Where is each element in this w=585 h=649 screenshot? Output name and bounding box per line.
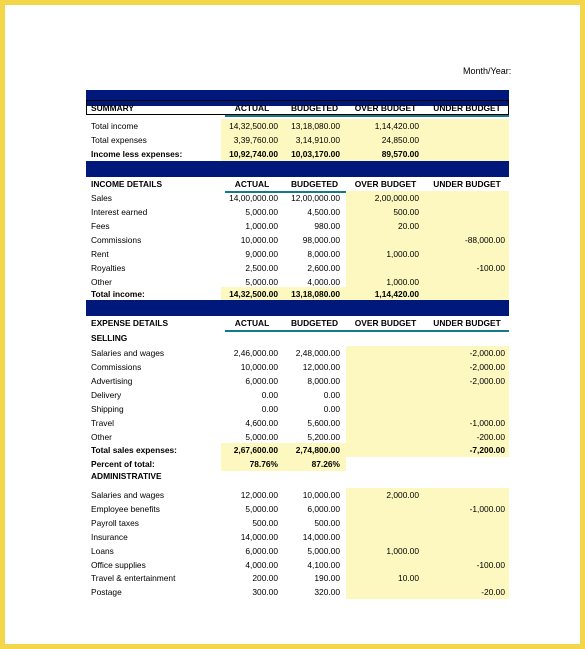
expense-header-row [86,316,509,330]
cell-label: Total expenses [91,135,147,145]
table-row [86,388,509,402]
col-budgeted-header: BUDGETED [291,103,338,113]
table-row [86,205,509,219]
summary-header-row [86,101,509,115]
selling-total-row [86,443,509,457]
cell-actual: 9,000.00 [245,249,278,259]
table-row [86,544,509,558]
cell-label: Total income [91,121,139,131]
cell-label: Total sales expenses: [91,445,177,455]
cell-label: Total income: [91,289,145,299]
col-actual-header: ACTUAL [234,179,270,189]
cell-under [425,402,509,416]
watermark [45,601,47,610]
cell-over: 1,14,420.00 [346,119,425,133]
cell-label: Travel [91,418,114,428]
cell-label: Employee benefits [91,503,160,514]
table-row [86,261,509,275]
cell-budgeted: 8,000.00 [307,249,340,259]
cell-budgeted: 0.00 [323,390,340,400]
cell-under [425,205,509,219]
cell-actual: 6,000.00 [245,545,278,556]
cell-actual: 12,000.00 [240,490,278,500]
cell-budgeted: 13,18,080.00 [283,287,346,301]
cell-label: Delivery [91,390,122,400]
income-header-row [86,177,509,191]
cell-label: Shipping [91,404,124,414]
cell-label: Loans [91,545,114,556]
cell-actual: 10,000.00 [240,362,278,372]
expense-header-rule [225,330,509,332]
cell-under: -200.00 [425,430,509,444]
cell-over [346,360,425,374]
cell-label: Sales [91,193,112,203]
cell-actual: 14,32,500.00 [221,287,283,301]
table-row [86,530,509,544]
table-row [86,430,509,444]
cell-over: 20.00 [346,219,425,233]
table-row [86,374,509,388]
budget-sheet [5,5,580,644]
cell-actual: 500.00 [252,517,278,528]
table-row [86,219,509,233]
table-row [86,360,509,374]
cell-budgeted: 13,18,080.00 [283,119,346,133]
cell-over: 2,000.00 [346,488,425,502]
cell-budgeted: 3,14,910.00 [283,133,346,147]
cell-under [425,488,509,502]
cell-budgeted: 500.00 [314,517,340,528]
col-under-header: UNDER BUDGET [433,103,501,113]
cell-under [425,571,509,585]
expense-band [86,300,509,316]
table-row [86,502,509,516]
cell-label: Income less expenses: [91,149,183,159]
cell-over: 1,000.00 [346,247,425,261]
cell-budgeted: 12,00,000.00 [291,193,340,203]
cell-under: -2,000.00 [425,360,509,374]
col-actual-header: ACTUAL [234,318,270,328]
col-over-header: OVER BUDGET [354,179,417,189]
cell-actual: 10,000.00 [240,235,278,245]
cell-over [346,261,425,275]
cell-under: -2,000.00 [425,374,509,388]
table-row [86,402,509,416]
cell-label: Travel & entertainment [91,573,176,584]
cell-budgeted: 10,000.00 [302,490,340,500]
cell-under [425,544,509,558]
cell-label: Other [91,277,112,287]
cell-actual: 2,67,600.00 [221,443,283,457]
table-row [86,585,509,599]
cell-actual: 5,000.00 [245,277,278,287]
cell-label: Commissions [91,235,142,245]
table-row [86,346,509,360]
administrative-subheading: ADMINISTRATIVE [91,471,162,481]
cell-actual: 14,00,000.00 [229,193,278,203]
col-budgeted-header: BUDGETED [291,318,338,328]
cell-over [346,233,425,247]
cell-budgeted: 6,000.00 [307,503,340,514]
cell-over: 24,850.00 [346,133,425,147]
cell-under: -1,000.00 [425,416,509,430]
income-total-row [86,287,509,301]
cell-budgeted: 2,48,000.00 [295,348,340,358]
cell-under: -2,000.00 [425,346,509,360]
cell-budgeted: 2,600.00 [307,263,340,273]
cell-under: -100.00 [425,261,509,275]
cell-over [346,502,425,516]
expense-title: EXPENSE DETAILS [91,318,169,328]
table-row [86,133,509,147]
cell-actual: 14,000.00 [240,531,278,542]
cell-budgeted: 4,500.00 [307,207,340,217]
cell-budgeted: 980.00 [314,221,340,231]
summary-header-rule [225,115,509,117]
cell-actual: 14,32,500.00 [221,119,283,133]
col-over-header: OVER BUDGET [354,103,417,113]
cell-budgeted: 0.00 [323,404,340,414]
col-over-header: OVER BUDGET [354,318,417,328]
cell-actual: 6,000.00 [245,376,278,386]
cell-under [425,219,509,233]
cell-over [346,346,425,360]
cell-actual: 5,000.00 [245,207,278,217]
cell-over: 2,00,000.00 [346,191,425,205]
cell-actual: 1,000.00 [245,221,278,231]
table-row [86,571,509,585]
selling-subheading: SELLING [91,333,128,343]
col-actual-header: ACTUAL [234,103,270,113]
cell-label: Insurance [91,531,128,542]
col-under-header: UNDER BUDGET [433,179,501,189]
cell-actual: 78.76% [221,457,283,471]
cell-actual: 2,46,000.00 [233,348,278,358]
income-title: INCOME DETAILS [91,179,163,189]
cell-over [346,430,425,444]
cell-budgeted: 12,000.00 [302,362,340,372]
cell-actual: 5,000.00 [245,432,278,442]
cell-label: Rent [91,249,109,259]
table-row [86,416,509,430]
cell-actual: 10,92,740.00 [221,147,283,161]
cell-over: 10.00 [346,571,425,585]
cell-over [346,443,425,457]
cell-under [425,388,509,402]
cell-actual: 200.00 [252,573,278,584]
cell-under [425,530,509,544]
cell-label: Salaries and wages [91,348,165,358]
cell-label: Advertising [91,376,133,386]
month-year-label: Month/Year: [463,66,512,76]
cell-budgeted: 98,000.00 [302,235,340,245]
cell-over: 500.00 [346,205,425,219]
cell-over [346,558,425,572]
cell-actual: 2,500.00 [245,263,278,273]
col-budgeted-header: BUDGETED [291,179,338,189]
cell-over: 1,000.00 [346,544,425,558]
cell-label: Fees [91,221,110,231]
cell-over [346,388,425,402]
cell-under [425,287,509,301]
cell-actual: 3,39,760.00 [221,133,283,147]
col-under-header: UNDER BUDGET [433,318,501,328]
table-row [86,558,509,572]
cell-label: Office supplies [91,559,146,570]
cell-over [346,374,425,388]
cell-over [346,530,425,544]
cell-budgeted: 5,200.00 [307,432,340,442]
cell-label: Postage [91,587,122,598]
cell-under: -7,200.00 [425,443,509,457]
cell-actual: 300.00 [252,587,278,598]
cell-label: Interest earned [91,207,148,217]
income-band [86,161,509,177]
cell-label: Commissions [91,362,142,372]
cell-under: -88,000.00 [425,233,509,247]
cell-under [425,119,509,133]
table-row [86,488,509,502]
cell-label: Payroll taxes [91,517,139,528]
cell-under: -1,000.00 [425,502,509,516]
cell-actual: 5,000.00 [245,503,278,514]
cell-label: Percent of total: [91,459,155,469]
cell-actual: 0.00 [261,390,278,400]
cell-budgeted: 5,000.00 [307,545,340,556]
cell-actual: 0.00 [261,404,278,414]
cell-budgeted: 2,74,800.00 [283,443,346,457]
cell-actual: 4,000.00 [245,559,278,570]
cell-over [346,516,425,530]
table-row [86,191,509,205]
cell-under [425,516,509,530]
cell-over [346,416,425,430]
cell-over: 1,000.00 [346,275,425,289]
table-row [86,233,509,247]
cell-budgeted: 5,600.00 [307,418,340,428]
cell-under [425,191,509,205]
cell-under [425,133,509,147]
summary-title: SUMMARY [91,103,134,113]
cell-budgeted: 320.00 [314,587,340,598]
cell-budgeted: 8,000.00 [307,376,340,386]
table-row [86,119,509,133]
cell-budgeted: 190.00 [314,573,340,584]
cell-under [425,247,509,261]
table-row [86,247,509,261]
cell-label: Salaries and wages [91,490,165,500]
cell-budgeted: 4,100.00 [307,559,340,570]
cell-budgeted: 14,000.00 [302,531,340,542]
cell-over [346,402,425,416]
cell-budgeted: 10,03,170.00 [283,147,346,161]
cell-actual: 4,600.00 [245,418,278,428]
cell-budgeted: 4,000.00 [307,277,340,287]
cell-under: -20.00 [425,585,509,599]
cell-budgeted: 87.26% [283,457,346,471]
cell-under [425,147,509,161]
cell-over [346,585,425,599]
percent-row [86,457,509,471]
cell-label: Royalties [91,263,126,273]
summary-total-row [86,147,509,161]
cell-label: Other [91,432,112,442]
cell-under: -100.00 [425,558,509,572]
cell-over: 1,14,420.00 [346,287,425,301]
table-row [86,516,509,530]
cell-over: 89,570.00 [346,147,425,161]
